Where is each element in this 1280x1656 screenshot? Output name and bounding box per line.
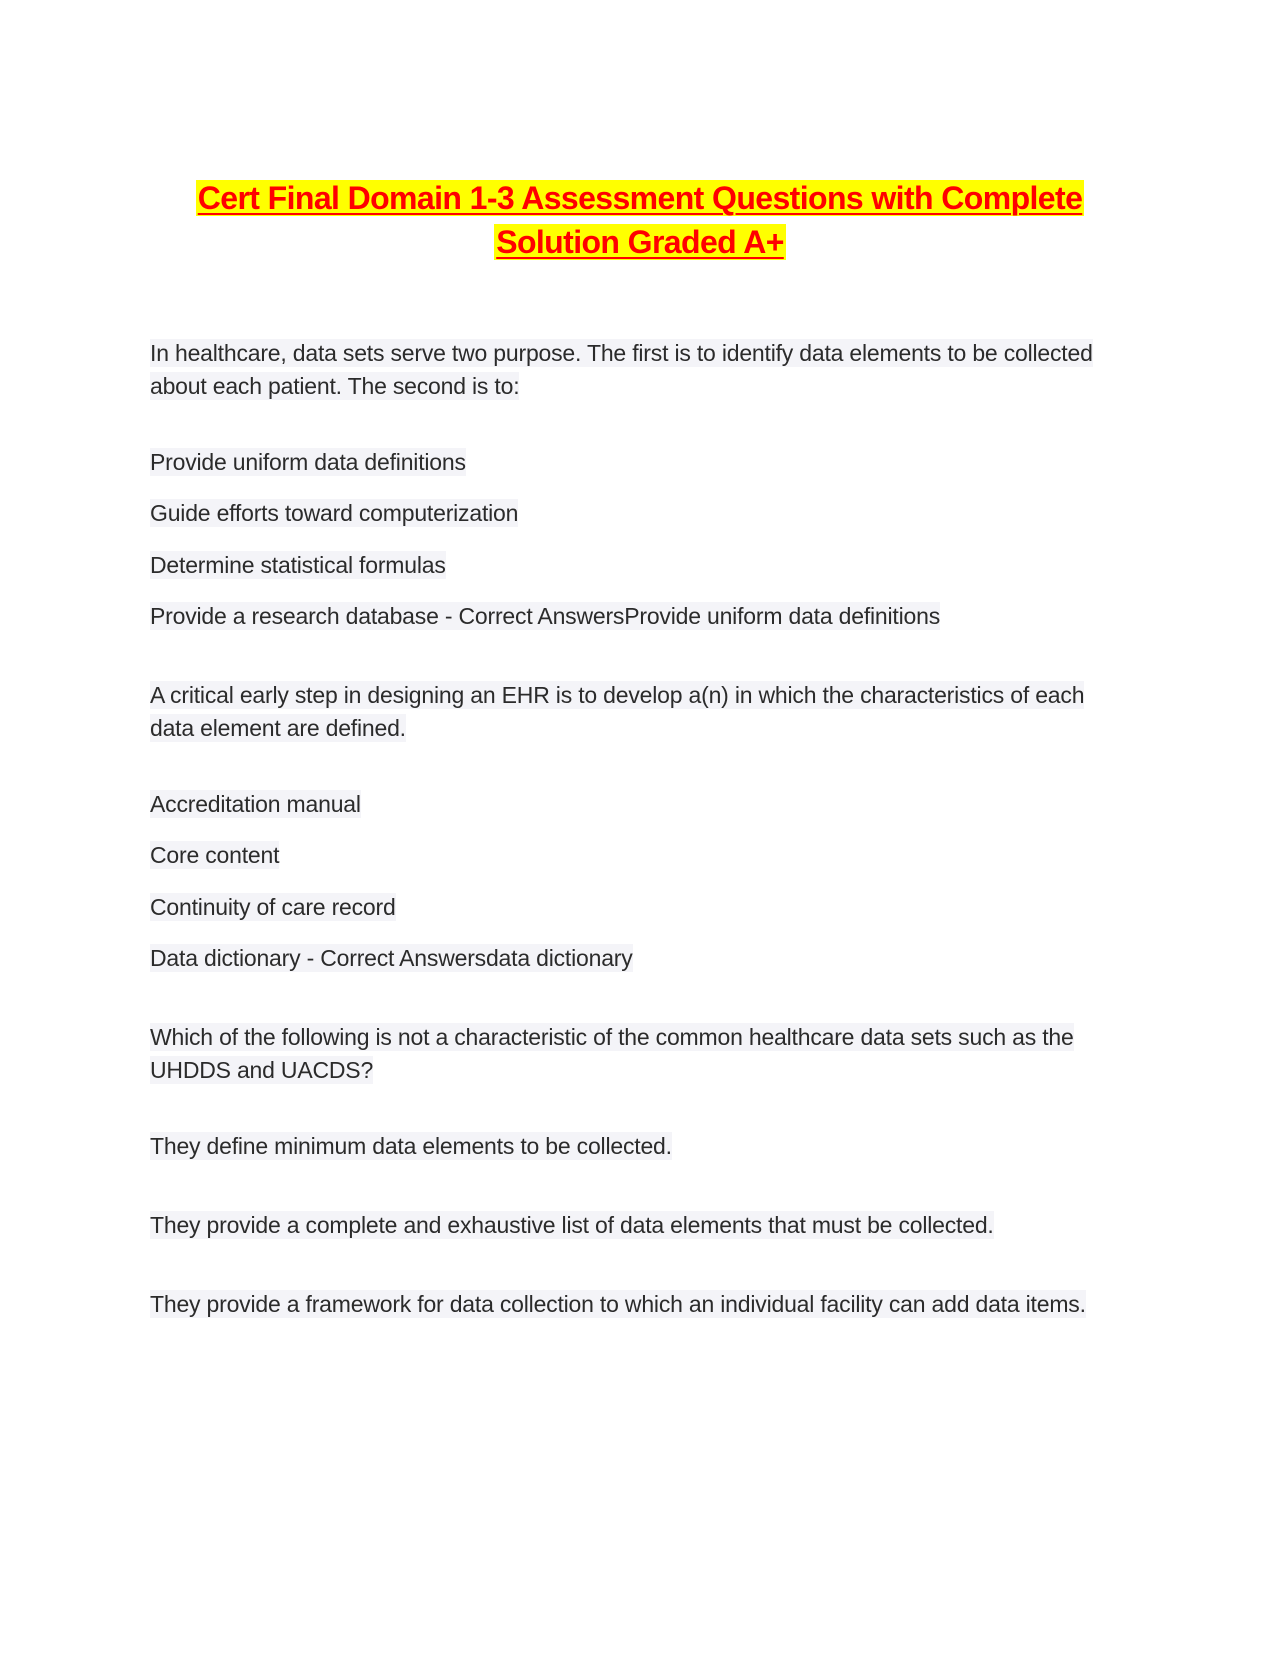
question-2-option-3: Continuity of care record bbox=[150, 894, 396, 920]
question-1-text: In healthcare, data sets serve two purpose. The first is to identify data elements to be collected about each patient. The second is to: bbox=[150, 340, 1093, 399]
question-2-text: A critical early step in designing an EHR is to develop a(n) in which the characteristics of each data element are defined. bbox=[150, 682, 1085, 741]
question-1-option-3: Determine statistical formulas bbox=[150, 552, 446, 578]
title-line-2: Solution Graded A+ bbox=[496, 224, 784, 260]
question-2-option-1: Accreditation manual bbox=[150, 791, 361, 817]
question-1-option-1: Provide uniform data definitions bbox=[150, 449, 466, 475]
title-line-1: Cert Final Domain 1-3 Assessment Questions with Complete bbox=[197, 180, 1083, 216]
question-2-option-4: Data dictionary - Correct Answersdata dictionary bbox=[150, 945, 633, 971]
question-3-option-3: They provide a framework for data collection to which an individual facility can add data items. bbox=[150, 1291, 1086, 1317]
document-title bbox=[150, 176, 1130, 264]
question-3-option-1: They define minimum data elements to be collected. bbox=[150, 1133, 672, 1159]
question-3-option-2: They provide a complete and exhaustive list of data elements that must be collected. bbox=[150, 1212, 994, 1238]
question-1-option-2: Guide efforts toward computerization bbox=[150, 500, 519, 526]
question-3-text: Which of the following is not a characteristic of the common healthcare data sets such as the UHDDS and UACDS? bbox=[150, 1024, 1074, 1083]
question-2-option-2: Core content bbox=[150, 842, 280, 868]
question-1-option-4: Provide a research database - Correct AnswersProvide uniform data definitions bbox=[150, 603, 941, 629]
